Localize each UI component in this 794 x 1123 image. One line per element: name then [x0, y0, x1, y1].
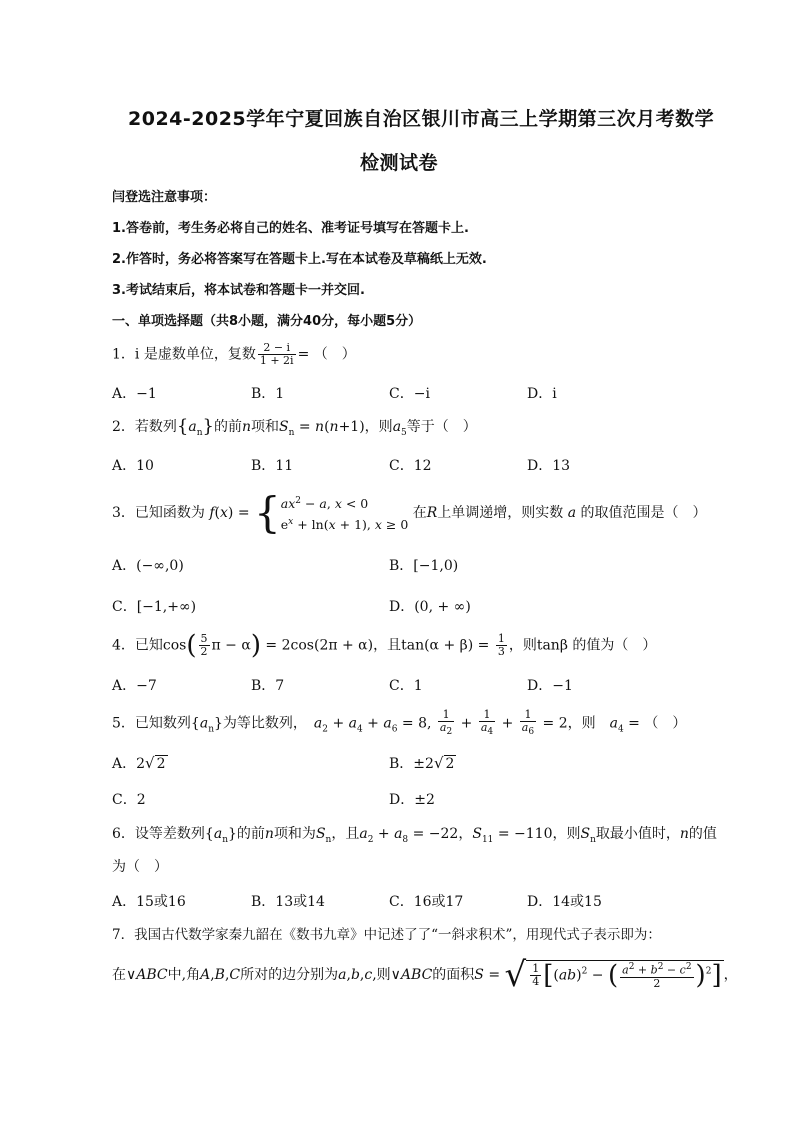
- q2-option-a: A．10: [112, 458, 154, 474]
- question-1: [112, 342, 356, 367]
- section-heading: 一、单项选择题（共8小题，满分40分，每小题5分）: [112, 314, 422, 329]
- q4-option-c: C．1: [389, 678, 423, 694]
- question-7-formula: 在∨ABC中,角A,B,C所对的边分别为a,b,c,则∨ABC的面积S = √ $\frac{1}{4}$ [(ab)$^2$ − ( $\frac{a^2 + b^2 - c^2}{2}$ )$^2$] ，: [112, 954, 738, 995]
- q6-option-a: A．15或16: [112, 894, 186, 910]
- note-item-2: 2.作答时，务必将答案写在答题卡上.写在本试卷及草稿纸上无效.: [112, 252, 487, 267]
- notes-heading: 闫登选注意事项：: [112, 190, 217, 205]
- question-6: 6．设等差数列$\{a_n\}$的前n项和为$S_n$，且$a_2 + a_8 = -22$，$S_{11} = -110$，则$S_n$取最小值时，n的值: [112, 826, 717, 845]
- question-4: 4．已知cos( $\frac{5}{2}$ π − α) = 2cos(2π + α)，且tan(α + β) = $\frac{1}{3}$ ，则tanβ 的值为（ ）: [112, 630, 657, 661]
- q1-option-c: C．−i: [389, 386, 430, 402]
- question-3: 3．已知函数为 f(x) = { $ax^2 - a$, x < 0 $e^x + \ln(x + 1)$, x ≥ 0 在R上单调递增，则实数 a 的取值范围是（ ）: [112, 488, 707, 538]
- q1-option-d: D．i: [527, 386, 557, 402]
- q1-option-a: A．−1: [112, 386, 157, 402]
- q5-option-d: D．±2: [389, 792, 435, 808]
- q5-option-b: B．±2√ 2: [389, 754, 455, 772]
- question-7: 7．我国古代数学家秦九韶在《数书九章》中记述了了“一斜求积术”，用现代式子表示即为：: [112, 927, 661, 943]
- fraction-numerator: 2 − i: [258, 342, 296, 355]
- q4-option-d: D．−1: [527, 678, 573, 694]
- note-item-3: 3.考试结束后，将本试卷和答题卡一并交回.: [112, 283, 365, 298]
- q3-option-d: D．(0, + ∞): [389, 599, 471, 615]
- q3-option-a: A．(−∞,0): [112, 558, 184, 574]
- q5-option-a: A．2√ 2: [112, 754, 166, 772]
- question-1-prefix: 1．i 是虚数单位，复数: [112, 346, 256, 363]
- q3-option-b: B．[−1,0): [389, 558, 459, 574]
- note-item-1: 1.答卷前，考生务必将自己的姓名、准考证号填写在答题卡上.: [112, 221, 469, 236]
- q4-option-a: A．−7: [112, 678, 157, 694]
- q6-option-b: B．13或14: [251, 894, 325, 910]
- page-title: 2024-2025学年宁夏回族自治区银川市高三上学期第三次月考数学: [128, 108, 715, 130]
- q1-option-b: B．1: [251, 386, 285, 402]
- question-1-fraction: [258, 342, 296, 367]
- q5-option-c: C．2: [112, 792, 146, 808]
- page-title-continued: 检测试卷: [360, 152, 439, 174]
- q6-option-d: D．14或15: [527, 894, 602, 910]
- q6-option-c: C．16或17: [389, 894, 464, 910]
- question-2: 2．若数列$\{a_n\}$的前n项和$S_n = n(n+1)$，则$a_5$等于（ ）: [112, 416, 477, 438]
- q3-option-c: C．[−1,+∞): [112, 599, 197, 615]
- q2-option-c: C．12: [389, 458, 432, 474]
- q2-option-b: B．11: [251, 458, 294, 474]
- q4-option-b: B．7: [251, 678, 285, 694]
- q2-option-d: D．13: [527, 458, 571, 474]
- question-6-continued: 为（ ）: [112, 859, 168, 875]
- question-1-suffix: = （ ）: [297, 346, 356, 363]
- fraction-denominator: 1 + 2i: [259, 354, 294, 367]
- question-5: 5．已知数列$\{a_n\}$为等比数列， $a_2 + a_4 + a_6 = 8$, $\frac{1}{a_2}$ + $\frac{1}{a_4}$ + $\frac{1}{a_6}$ = 2，则 $a_4$ = （ ）: [112, 708, 687, 738]
